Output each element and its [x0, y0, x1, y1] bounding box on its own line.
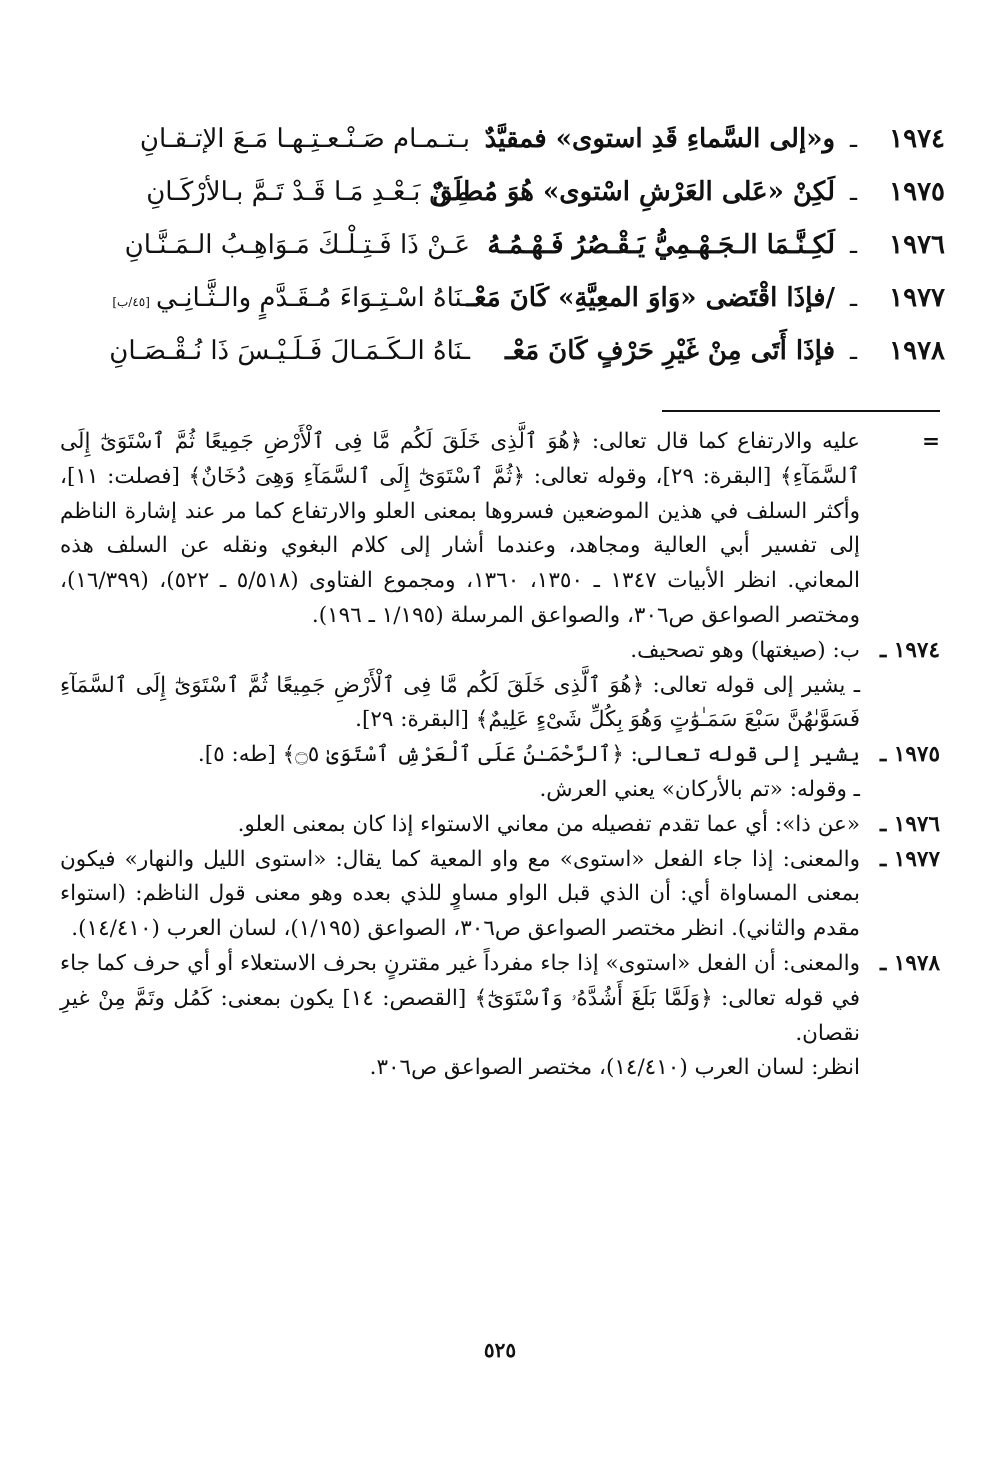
footnote-continuation: ـ وقوله: «تم بالأركان» يعني العرش. [539, 776, 860, 802]
footnote-number: ١٩٧٤ ـ [880, 637, 940, 663]
footnote-text: يشير إلى قوله تعالى: ﴿ٱلرَّحْمَـٰنُ عَلَى ٱلْعَرْشِ ٱسْتَوَىٰ ۝٥﴾ [طه: ٥]. [197, 742, 860, 768]
verse-second-hemistich [85, 283, 500, 313]
verse-first-hemistich: /فإذَا اقْتَضى «وَاوَ المعِيَّةِ» كَانَ مَعْـ [466, 282, 835, 313]
verse-separator: ـ [849, 124, 857, 153]
footnote-number: ١٩٧٥ ـ [880, 742, 940, 768]
verse-first-hemistich: لَكِنْ «عَلى العَرْشِ اسْتوى» هُوَ مُطلَقٌ [432, 176, 835, 207]
verse-row [20, 165, 945, 218]
verse-number: ١٩٧٧ [889, 282, 945, 313]
footnote-1976 [60, 808, 940, 843]
footnote-text: والمعنى: إذا جاء الفعل «استوى» مع واو المعية كما يقال: «استوى الليل والنهار» فيكون بمعنى المساواة أي: أن الذي قبل الواو مساوٍ للذي بعده وهو معنى قول الناظم: (استواء مقدم والثاني). انظر مختصر الصواعق ص٣٠٦، الصواعق (١/١٩٥)، لسان العرب (١٤/٤١٠). [60, 846, 860, 942]
verse-separator: ـ [849, 177, 857, 206]
verse-number: ١٩٧٦ [889, 229, 945, 260]
footnote-number: ١٩٧٨ ـ [880, 950, 940, 976]
footnote-1974 [60, 634, 940, 669]
footnotes [60, 425, 940, 1086]
manuscript-folio-marker: [٤٥/ب] [112, 294, 150, 309]
footnote-continued [60, 425, 940, 634]
verse-number: ١٩٧٤ [889, 123, 945, 154]
footnote-continuation: ـ يشير إلى قوله تعالى: ﴿هُوَ ٱلَّذِى خَلَقَ لَكُم مَّا فِى ٱلْأَرْضِ جَمِيعًا ثُمَّ ٱسْتَوَىٰٓ إِلَى ٱلسَّمَآءِ فَسَوَّىٰهُنَّ سَبْعَ سَمَـٰوَٰتٍ وَهُوَ بِكُلِّ شَىْءٍ عَلِيمٌ﴾ [البقرة: ٢٩]. [60, 672, 860, 733]
footnote-number: ١٩٧٧ ـ [880, 846, 940, 872]
verse-first-hemistich: و«إلى السَّماءِ قَدِ استوى» فمقيَّدٌ [484, 123, 835, 154]
footnote-1978 [60, 947, 940, 1051]
verse-second-hemistich: ـنَاهُ الـكَـمَـالَ فَـلَـيْـسَ ذَا نُـقْـصَـانِ [109, 335, 470, 366]
footnote-divider [662, 410, 940, 412]
footnote-continuation: انظر: لسان العرب (١٤/٤١٠)، مختصر الصواعق ص٣٠٦. [369, 1055, 860, 1081]
footnote-continuation-marker: = [921, 429, 940, 454]
verse-number: ١٩٧٥ [889, 176, 945, 207]
verse-number: ١٩٧٨ [889, 335, 945, 366]
verse-row [20, 324, 945, 377]
footnote-text: والمعنى: أن الفعل «استوى» إذا جاء مفرداً غير مقترنٍ بحرف الاستعلاء أو أي حرف كما جاء في قوله تعالى: ﴿وَلَمَّا بَلَغَ أَشُدَّهُۥ وَٱسْتَوَىٰٓ﴾ [القصص: ١٤] يكون بمعنى: كَمُل وتَمَّ مِنْ غيرِ نقصان. [60, 950, 860, 1046]
verse-first-hemistich: فإذَا أَتَى مِنْ غَيْرِ حَرْفٍ كَانَ مَعْـ [505, 335, 835, 366]
verse-separator: ـ [849, 283, 857, 312]
page-number: ٥٢٥ [483, 1338, 517, 1362]
footnote-text: «عن ذا»: أي عما تقدم تفصيله من معاني الاستواء إذا كان بمعنى العلو. [237, 811, 860, 837]
verse-second-hemistich: مِـنْ بَـعْـدِ مَـا قَـدْ تَـمَّ بـالأرْكَـانِ [146, 176, 470, 207]
verse-second-hemistich-text: ـنَاهُ اسْـتِـوَاءَ مُـقَـدَّمٍ والـثَّـانِـي [155, 282, 470, 313]
verse-second-hemistich: عَـنْ ذَا فَـتِـلْـكَ مَـوَاهِـبُ الـمَـنَّـانِ [124, 229, 470, 260]
verse-separator: ـ [849, 336, 857, 365]
verse-row [20, 218, 945, 271]
footnote-1975 [60, 738, 940, 773]
verse-block [20, 112, 945, 377]
verse-second-hemistich: بـتـمـام صَـنْـعـتِـهـا مَـعَ الإتـقـانِ [139, 123, 470, 154]
footnote-text: ب: (صيغتها) وهو تصحيف. [630, 637, 860, 663]
footnote-number: ١٩٧٦ ـ [880, 811, 940, 837]
footnote-1977 [60, 843, 940, 947]
verse-separator: ـ [849, 230, 857, 259]
verse-first-hemistich: لَكِـنَّـمَا الـجَـهْـمِيُّ يَـقْـصُرُ فَـهْـمُـهُ [487, 229, 835, 260]
footnote-text: عليه والارتفاع كما قال تعالى: ﴿هُوَ ٱلَّذِى خَلَقَ لَكُم مَّا فِى ٱلْأَرْضِ جَمِيعًا ثُمَّ ٱسْتَوَىٰٓ إِلَى ٱلسَّمَآءِ﴾ [البقرة: ٢٩]، وقوله تعالى: ﴿ثُمَّ ٱسْتَوَىٰٓ إِلَى ٱلسَّمَآءِ وَهِىَ دُخَانٌ﴾ [فصلت: ١١]، وأكثر السلف في هذين الموضعين فسروها بمعنى العلو والارتفاع كما مر عند إشارة الناظم إلى تفسير أبي العالية ومجاهد، وعندما أشار إلى كلام البغوي ونقله عن السلف هذه المعاني. انظر الأبيات ١٣٤٧ ـ ١٣٥٠، ١٣٦٠، ومجموع الفتاوى (٥/٥١٨ ـ ٥٢٢)، (١٦/٣٩٩)، ومختصر الصواعق ص٣٠٦، والصواعق المرسلة (١/١٩٥ ـ ١٩٦). [60, 429, 860, 628]
verse-row [20, 112, 945, 165]
verse-row [20, 271, 945, 324]
